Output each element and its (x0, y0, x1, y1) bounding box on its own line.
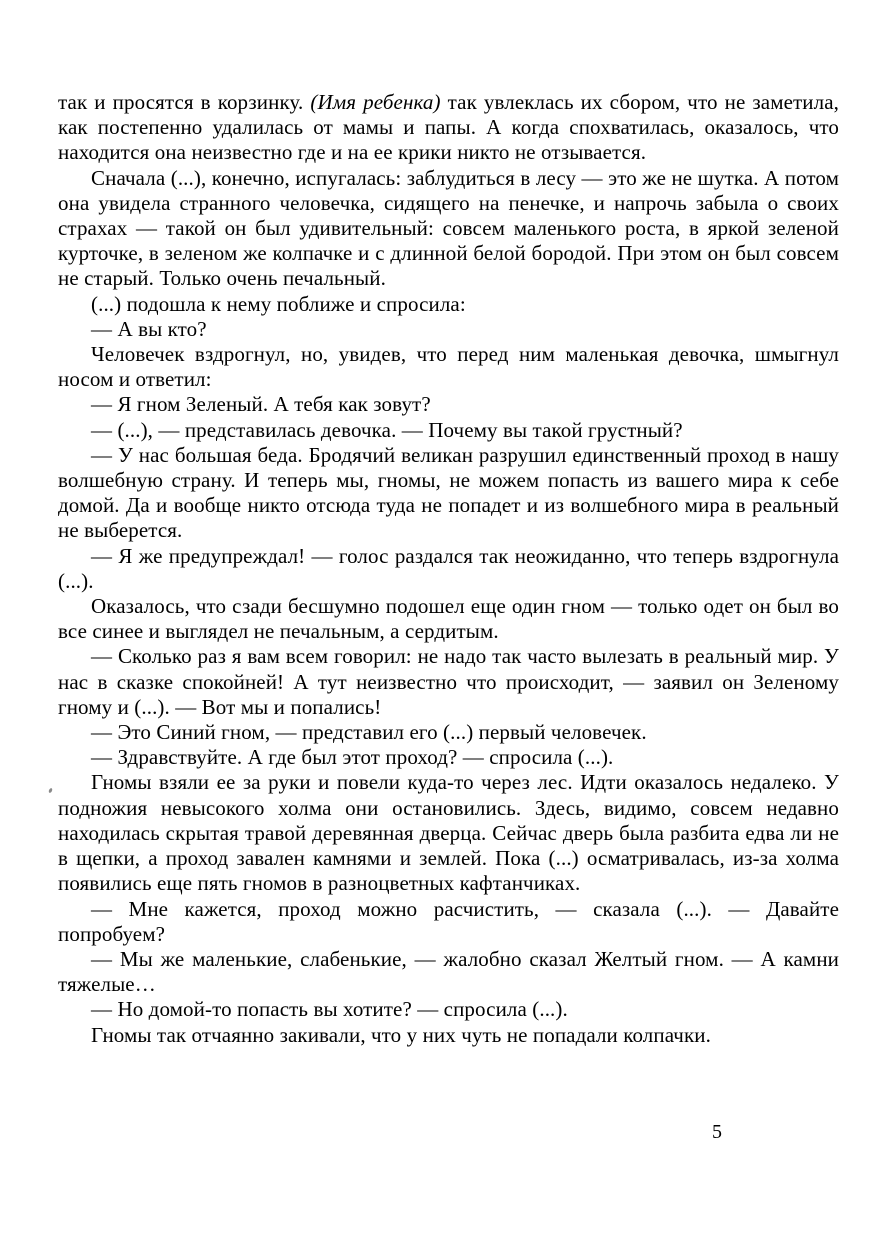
scan-artifact-speck (48, 788, 53, 794)
page-number: 5 (712, 1121, 722, 1143)
paragraph-narration: Человечек вздрогнул, но, увидев, что перед ним маленькая девочка, шмыгнул носом и ответил: (58, 342, 839, 392)
paragraph-narration: Оказалось, что сзади бесшумно подошел еще один гном — только одет он был во все синее и выглядел не печальным, а сердитым. (58, 594, 839, 644)
page-text (58, 90, 839, 1048)
dialogue-line: — Я же предупреждал! — голос раздался так неожиданно, что теперь вздрогнула (...). (58, 543, 839, 593)
dialogue-line: — А вы кто? (91, 316, 207, 341)
opening-text-pre: так и просятся в корзинку. (58, 90, 311, 114)
dialogue-line: — Сколько раз я вам всем говорил: не надо так часто вылезать в реальный мир. У нас в сказке спокойней! А тут неизвестно что происходит, — заявил он Зеленому гному и (...). — Вот мы и попались! (58, 644, 839, 719)
paragraph-narration: (...) подошла к нему поближе и спросила: (91, 291, 466, 316)
paragraph-narration: Сначала (...), конечно, испугалась: заблудиться в лесу — это же не шутка. А потом она увидела странного человечка, сидящего на пенечке, и напрочь забыла о своих страхах — такой он был удивительный: совсем маленького роста, в яркой зеленой курточке, в зеленом же колпачке и с длинной белой бородой. При этом он был совсем не старый. Только очень печальный. (58, 165, 839, 291)
opening-text-post: так увлеклась их сбором, что не заметила, как постепенно удалилась от мамы и папы. А когда спохватилась, оказалось, что находится она неизвестно где и на ее крики никто не отзывается. (58, 90, 839, 165)
dialogue-line: — Мы же маленькие, слабенькие, — жалобно сказал Желтый гном. — А камни тяжелые… (58, 946, 839, 997)
dialogue-line: — Здравствуйте. А где был этот проход? — спросила (...). (91, 745, 614, 770)
dialogue-line: — Мне кажется, проход можно расчистить, — сказала (...). — Давайте попробуем? (58, 896, 839, 946)
child-name-placeholder: (Имя ребенка) (310, 90, 441, 114)
dialogue-line: — (...), — представилась девочка. — Почему вы такой грустный? (91, 417, 683, 442)
dialogue-line: — У нас большая беда. Бродячий великан разрушил единственный проход в нашу волшебную страну. И теперь мы, гномы, не можем попасть из вашего мира к себе домой. Да и вообще никто отсюда туда не попадет и из волшебного мира в реальный не выберется. (58, 442, 839, 543)
dialogue-line: — Я гном Зеленый. А тебя как зовут? (91, 392, 431, 417)
paragraph-narration: Гномы взяли ее за руки и повели куда-то через лес. Идти оказалось недалеко. У подножия невысокого холма они остановились. Здесь, видимо, совсем недавно находилась скрытая травой деревянная дверца. Сейчас дверь была разбита едва ли не в щепки, а проход завален камнями и землей. Пока (...) осматривалась, из-за холма появились еще пять гномов в разноцветных кафтанчиках. (58, 770, 839, 896)
dialogue-line: — Но домой-то попасть вы хотите? — спросила (...). (91, 997, 568, 1022)
paragraph-opening (58, 90, 839, 166)
dialogue-line: — Это Синий гном, — представил его (...) первый человечек. (91, 720, 647, 745)
paragraph-narration: Гномы так отчаянно закивали, что у них чуть не попадали колпачки. (91, 1022, 711, 1047)
